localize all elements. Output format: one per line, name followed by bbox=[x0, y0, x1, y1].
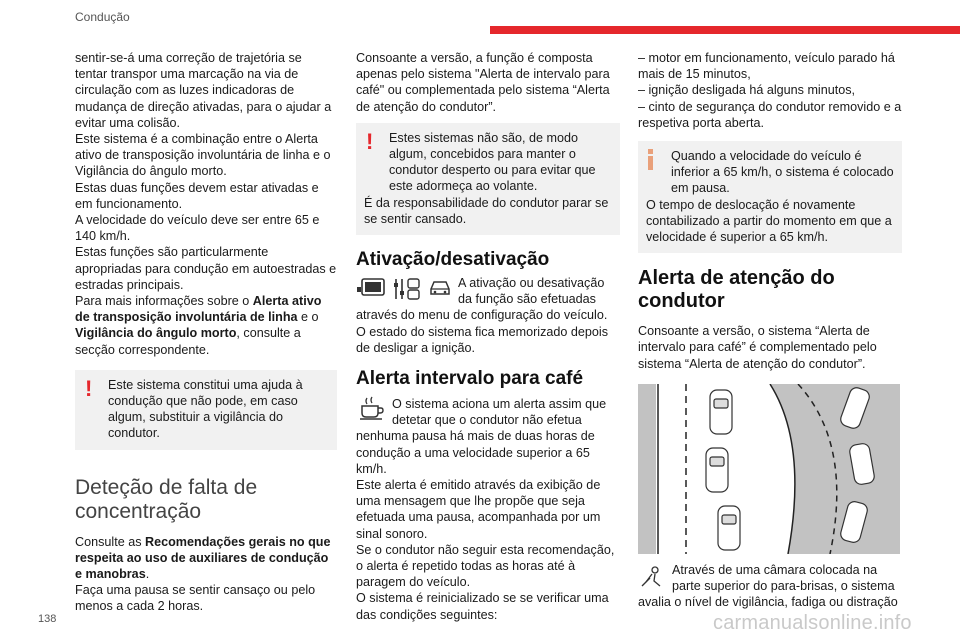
list-item: – cinto de segurança do condutor removido e a respetiva porta aberta. bbox=[638, 99, 902, 130]
paragraph: Através de uma câmara colocada na parte superior do para-brisas, o sistema avalia o nível de vigilância, fadiga ou distração bbox=[638, 562, 898, 610]
note-text: Estes sistemas não são, de modo algum, concebidos para manter o condutor desperto ou para evitar que este adormeça ao volante. bbox=[389, 130, 596, 194]
note-text: Este sistema constitui uma ajuda à condução que não pode, em caso algum, substituir a vigilância do condutor. bbox=[108, 377, 303, 441]
bold-reference: Alerta ativo de transposição involuntária de linha bbox=[75, 294, 322, 325]
text-run: , consulte a secção correspondente. bbox=[75, 326, 301, 357]
settings-icons bbox=[356, 277, 452, 301]
text-run: e o bbox=[297, 310, 319, 325]
page-number: 138 bbox=[38, 613, 57, 625]
paragraph: Estas duas funções devem estar ativadas e em funcionamento. bbox=[75, 180, 319, 211]
paragraph: O sistema é reinicializado se se verificar uma das condições seguintes: bbox=[356, 591, 609, 622]
paragraph: sentir-se-á uma correção de trajetória se tentar transpor uma marcação na via de circulação com as luzes indicadoras de mudança de direção ativadas, para o ajudar a evitar uma colisão. bbox=[75, 51, 332, 130]
paragraph: Consoante a versão, a função é composta apenas pelo sistema "Alerta de intervalo para café" ou complementada pelo sistema “Alerta de atenção do condutor”. bbox=[356, 51, 610, 114]
info-icon bbox=[648, 149, 654, 170]
paragraph bbox=[75, 293, 337, 358]
paragraph: Este alerta é emitido através da exibição de uma mensagem que lhe propõe que seja efetuada uma pausa, acompanhada por um sinal sonoro. bbox=[356, 478, 601, 541]
text-run: Para mais informações sobre o bbox=[75, 294, 253, 309]
section-heading: Alerta intervalo para café bbox=[356, 368, 584, 390]
section-heading: Alerta de atenção do condutor bbox=[638, 267, 835, 313]
text-run: . bbox=[145, 567, 150, 582]
note-text: É da responsabilidade do condutor parar se se sentir cansado. bbox=[364, 195, 609, 226]
text-run: Consulte as bbox=[75, 534, 146, 549]
bold-reference: Vigilância do ângulo morto bbox=[75, 326, 237, 341]
section-heading: Deteção de falta de concentração bbox=[75, 475, 258, 523]
watermark: carmanualsonline.info bbox=[713, 612, 912, 634]
paragraph: O estado do sistema fica memorizado depois de desligar a ignição. bbox=[356, 324, 608, 355]
header-accent-bar bbox=[490, 26, 960, 34]
warning-icon: ! bbox=[85, 375, 93, 401]
column-2 bbox=[356, 50, 620, 623]
car-icon bbox=[428, 277, 452, 297]
coffee-cup-icon bbox=[358, 396, 386, 420]
section-title: Condução bbox=[75, 10, 130, 24]
column-1 bbox=[75, 50, 337, 615]
column-3 bbox=[638, 50, 902, 610]
warning-note bbox=[75, 370, 337, 450]
paragraph: A ativação ou desativação da função são efetuadas através do menu de configuração do veículo. bbox=[356, 276, 608, 323]
paragraph bbox=[75, 534, 337, 583]
note-text: O tempo de deslocação é novamente contabilizado a partir do momento em que a velocidade é superior a 65 km/h. bbox=[646, 197, 892, 245]
info-note bbox=[638, 141, 902, 253]
warning-icon: ! bbox=[366, 128, 374, 154]
driver-camera-icon bbox=[640, 564, 666, 588]
bold-reference: Recomendações gerais no que respeita ao uso de auxiliares de condução e manobras bbox=[75, 534, 331, 582]
paragraph: O sistema aciona um alerta assim que detetar que o condutor não efetua nenhuma pausa há mais de duas horas de condução a uma velocidade superior a 65 km/h. bbox=[356, 397, 607, 476]
vehicle-menu-icon bbox=[356, 277, 386, 299]
list-item: – motor em funcionamento, veículo parado há mais de 15 minutos, bbox=[638, 51, 895, 82]
paragraph: Se o condutor não seguir esta recomendação, o alerta é repetido todas as horas até à paragem do veículo. bbox=[356, 542, 615, 590]
warning-note bbox=[356, 123, 620, 235]
paragraph: Consoante a versão, o sistema “Alerta de intervalo para café” é complementado pelo sistema “Alerta de atenção do condutor”. bbox=[638, 324, 877, 371]
lane-drift-illustration bbox=[638, 384, 900, 554]
paragraph: Estas funções são particularmente apropriadas para condução em autoestradas e estradas principais. bbox=[75, 245, 337, 292]
note-text: Quando a velocidade do veículo é inferior a 65 km/h, o sistema é colocado em pausa. bbox=[671, 149, 894, 196]
section-heading: Ativação/desativação bbox=[356, 249, 550, 271]
paragraph: A velocidade do veículo deve ser entre 65 e 140 km/h. bbox=[75, 213, 320, 244]
paragraph: Faça uma pausa se sentir cansaço ou pelo menos a cada 2 horas. bbox=[75, 583, 316, 614]
paragraph: Este sistema é a combinação entre o Alerta ativo de transposição involuntária de linha e o Vigilância do ângulo morto. bbox=[75, 132, 331, 179]
list-item: – ignição desligada há alguns minutos, bbox=[638, 83, 856, 98]
settings-icon bbox=[392, 277, 422, 301]
